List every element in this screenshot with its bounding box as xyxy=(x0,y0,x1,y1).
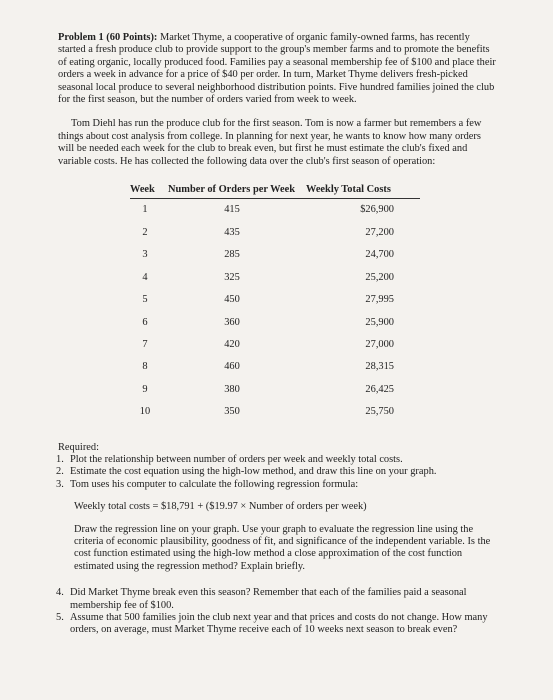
cell-orders: 325 xyxy=(224,271,240,283)
cost-data-table xyxy=(130,184,420,423)
item-number: 2. xyxy=(56,466,64,478)
table-row xyxy=(130,199,420,222)
cell-orders: 350 xyxy=(224,406,240,418)
cell-cost: 27,200 xyxy=(365,226,394,238)
table-row xyxy=(130,289,420,311)
required-heading: Required: xyxy=(58,441,99,453)
cell-orders: 435 xyxy=(224,226,240,238)
regression-formula: Weekly total costs = $18,791 + ($19.97 × Number of orders per week) xyxy=(74,501,367,513)
required-item-5 xyxy=(56,612,498,637)
cell-orders: 460 xyxy=(224,361,240,373)
required-item-4 xyxy=(56,587,498,612)
cell-week: 8 xyxy=(142,361,148,373)
cell-week: 10 xyxy=(139,406,151,418)
item-number: 3. xyxy=(56,478,64,490)
cell-week: 4 xyxy=(142,271,148,283)
item-text: Plot the relationship between number of orders per week and weekly total costs. xyxy=(70,453,403,465)
item-number: 5. xyxy=(56,612,64,623)
cell-week: 2 xyxy=(142,226,148,238)
data-table-wrapper xyxy=(130,184,420,423)
cell-cost: 25,750 xyxy=(365,406,394,418)
cell-week: 1 xyxy=(142,204,148,216)
problem-intro-paragraph xyxy=(58,32,498,106)
problem-intro-text: Market Thyme, a cooperative of organic family-owned farms, has recently started a fresh produce club to provide support to the group's member farms and to promote the benefits of eating organic, locally produced food. Families pay a seasonal membership fee of $100 and place their orders a week in advance for a price of $40 per order. In turn, Market Thyme delivers fresh-picked seasonal local produce to several neighborhood distribution points. Five hundred families joined the club for the first season, but the number of orders varied from week to week. xyxy=(58,32,496,106)
table-row xyxy=(130,401,420,423)
cell-orders: 360 xyxy=(224,316,240,328)
item-text: Assume that 500 families join the club next year and that prices and costs do not change. How many orders, on average, must Market Thyme receive each of 10 weeks next season to break even? xyxy=(70,612,488,636)
cell-cost: 27,995 xyxy=(365,294,394,306)
cell-week: 7 xyxy=(142,338,148,350)
required-item-3 xyxy=(56,479,498,491)
table-row xyxy=(130,356,420,378)
table-row xyxy=(130,244,420,266)
column-header-costs: Weekly Total Costs xyxy=(306,184,420,199)
table-header-row xyxy=(130,184,420,199)
column-header-orders: Number of Orders per Week xyxy=(168,184,306,199)
cell-week: 6 xyxy=(142,316,148,328)
problem-paragraph-2: Tom Diehl has run the produce club for the first season. Tom is now a farmer but remembers a few things about cost analysis from college. In planning for next year, he wants to know how many orders will be needed each week for the club to break even, but first he must estimate the club's fixed and variable costs. He has collected the following data over the club's first season of operation: xyxy=(58,118,482,167)
required-item-2 xyxy=(56,466,498,478)
table-row xyxy=(130,379,420,401)
cell-cost: 27,000 xyxy=(365,338,394,350)
document-content xyxy=(58,32,498,637)
cell-orders: 415 xyxy=(224,204,240,216)
item-text: Tom uses his computer to calculate the following regression formula: xyxy=(70,478,359,490)
table-row xyxy=(130,267,420,289)
item-number: 4. xyxy=(56,587,64,599)
item-3-followup: Draw the regression line on your graph. Use your graph to evaluate the regression line using the criteria of economic plausibility, goodness of fit, and significance of the independent variable. Is the cost function estimated using the high-low method a close approximation of the cost function estimated using the regression method? Explain briefly. xyxy=(74,523,491,572)
cell-week: 3 xyxy=(142,249,148,261)
table-row xyxy=(130,312,420,334)
table-row xyxy=(130,222,420,244)
cell-orders: 420 xyxy=(224,338,240,350)
cell-week: 9 xyxy=(142,383,148,395)
cell-cost: 24,700 xyxy=(365,249,394,261)
cell-cost: 25,900 xyxy=(365,316,394,328)
cell-orders: 450 xyxy=(224,294,240,306)
item-text: Did Market Thyme break even this season? Remember that each of the families paid a seasonal membership fee of $100. xyxy=(70,587,467,611)
item-number: 1. xyxy=(56,453,64,465)
cell-orders: 380 xyxy=(224,383,240,395)
required-item-1 xyxy=(56,454,498,466)
table-row xyxy=(130,334,420,356)
item-text: Estimate the cost equation using the high-low method, and draw this line on your graph. xyxy=(70,466,437,478)
cell-cost: $26,900 xyxy=(360,204,394,216)
column-header-week: Week xyxy=(130,184,168,199)
cell-week: 5 xyxy=(142,294,148,306)
cell-orders: 285 xyxy=(224,249,240,261)
cell-cost: 28,315 xyxy=(365,361,394,373)
problem-heading: Problem 1 (60 Points): xyxy=(58,32,158,43)
cell-cost: 25,200 xyxy=(365,271,394,283)
cell-cost: 26,425 xyxy=(365,383,394,395)
required-section xyxy=(58,442,498,637)
